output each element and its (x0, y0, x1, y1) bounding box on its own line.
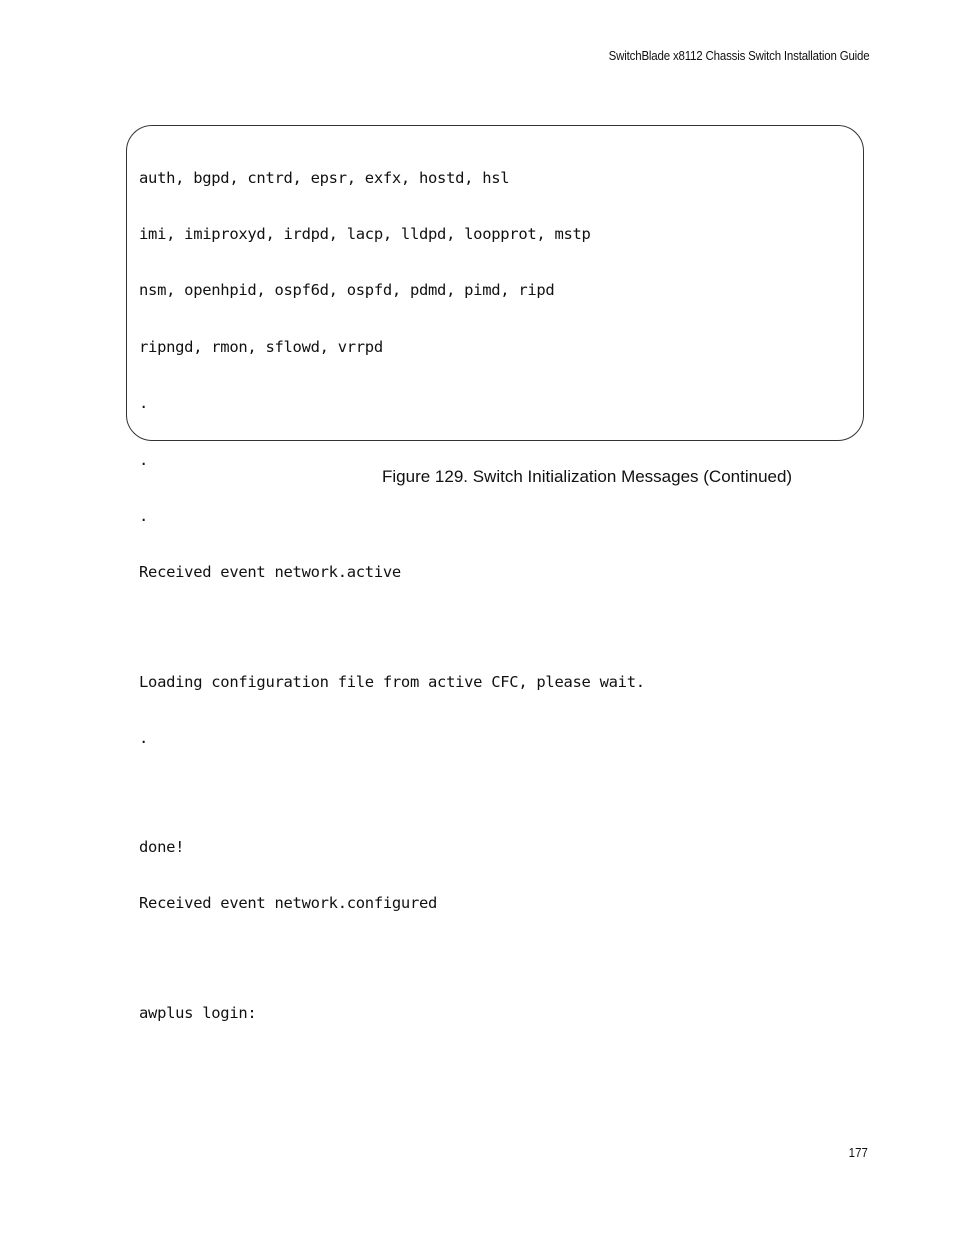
figure-caption: Figure 129. Switch Initialization Messages (Continued) (382, 467, 793, 486)
running-header: SwitchBlade x8112 Chassis Switch Installation Guide (608, 49, 869, 63)
console-line: . (139, 394, 149, 413)
console-line: ripngd, rmon, sflowd, vrrpd (139, 337, 383, 356)
console-line: Received event network.active (139, 563, 401, 582)
console-line: Loading configuration file from active CFC, please wait. (139, 672, 645, 691)
console-line: done! (139, 838, 185, 857)
console-line: awplus login: (139, 1003, 257, 1022)
console-output (139, 131, 645, 1041)
page-number: 177 (848, 1146, 868, 1160)
console-line: . (139, 450, 149, 469)
console-line: auth, bgpd, cntrd, epsr, exfx, hostd, hsl (139, 168, 510, 187)
console-line: Received event network.configured (139, 894, 438, 913)
console-line: nsm, openhpid, ospf6d, ospfd, pdmd, pimd, ripd (139, 281, 555, 300)
console-line: . (139, 506, 149, 525)
console-spacer (139, 620, 645, 635)
console-spacer (139, 785, 645, 800)
console-line: imi, imiproxyd, irdpd, lacp, lldpd, loopprot, mstp (139, 224, 591, 243)
console-spacer (139, 951, 645, 966)
console-line: . (139, 728, 149, 747)
